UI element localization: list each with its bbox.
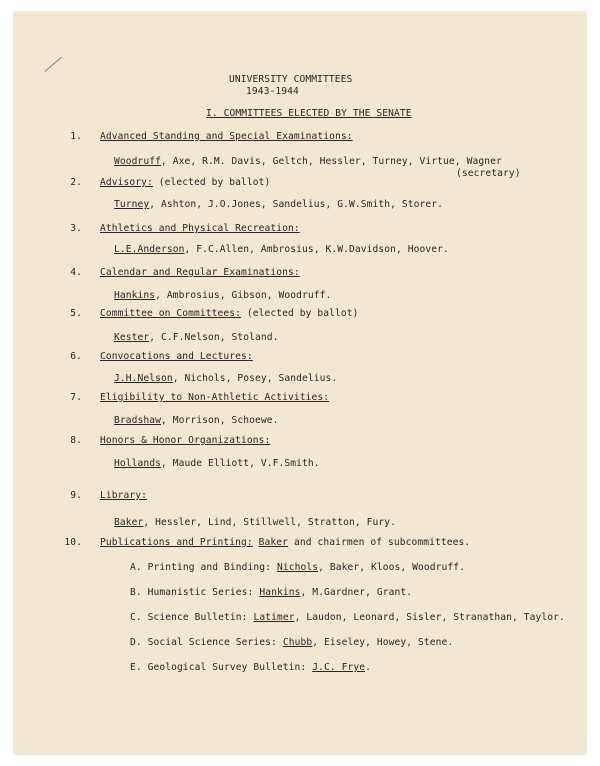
committee-name-line	[100, 131, 353, 142]
committee-member-list: , Morrison, Schoewe.	[161, 415, 279, 426]
committee-members	[114, 373, 337, 384]
committee-name-line	[100, 537, 470, 548]
section-heading: I. COMMITTEES ELECTED BY THE SENATE	[206, 108, 412, 119]
committee-members	[114, 458, 320, 469]
committee-name: Advisory:	[100, 177, 153, 188]
subcommittee-letter: B.	[130, 587, 142, 598]
committee-chair: Baker	[258, 537, 289, 548]
committee-number: 7.	[70, 392, 82, 403]
committee-members	[114, 199, 443, 210]
committee-member-list: , Maude Elliott, V.F.Smith.	[161, 458, 320, 469]
committee-number: 4.	[70, 267, 82, 278]
committee-members	[114, 332, 279, 343]
subcommittee-name: Humanistic Series:	[147, 587, 254, 598]
committee-note: and chairmen of subcommittees.	[288, 537, 471, 548]
committee-number: 9.	[70, 490, 82, 501]
committee-name-line	[100, 177, 270, 188]
document-body	[14, 12, 586, 754]
committee-member-list: .	[365, 662, 371, 673]
committee-member-list: , C.F.Nelson, Stoland.	[149, 332, 279, 343]
committee-chair: Chubb	[282, 637, 313, 648]
committee-number: 6.	[70, 351, 82, 362]
committee-name-line	[100, 490, 147, 501]
committee-name-line	[100, 435, 270, 446]
committee-chair: L.E.Anderson	[114, 244, 185, 255]
subcommittee-line	[130, 587, 412, 598]
committee-number: 8.	[70, 435, 82, 446]
committee-name: Committee on Committees:	[100, 308, 242, 319]
committee-chair: Hollands	[114, 458, 162, 469]
committee-chair: J.C. Frye	[312, 662, 366, 673]
committee-chair: J.H.Nelson	[114, 373, 173, 384]
committee-chair: Kester	[114, 332, 150, 343]
committee-name: Advanced Standing and Special Examinations:	[100, 131, 353, 142]
document-page	[14, 12, 586, 754]
committee-member-list: , Eiseley, Howey, Stene.	[312, 637, 454, 648]
committee-members	[114, 517, 396, 528]
subcommittee-line	[130, 612, 565, 623]
committee-number: 5.	[70, 308, 82, 319]
committee-chair: Baker	[114, 517, 144, 528]
committee-note: (elected by ballot)	[152, 177, 271, 188]
committee-members	[114, 156, 502, 167]
committee-chair: Nichols	[276, 562, 319, 573]
subcommittee-name: Social Science Series:	[147, 637, 277, 648]
committee-name: Library:	[100, 490, 148, 501]
committee-chair: Turney	[114, 199, 150, 210]
committee-member-list: , F.C.Allen, Ambrosius, K.W.Davidson, Hoover.	[184, 244, 449, 255]
committee-member-list: , Ashton, J.O.Jones, Sandelius, G.W.Smith, Storer.	[149, 199, 444, 210]
committee-member-list: , Hessler, Lind, Stillwell, Stratton, Fury.	[143, 517, 397, 528]
committee-number: 10.	[64, 537, 82, 548]
subcommittee-letter: D.	[130, 637, 142, 648]
committee-name: Publications and Printing:	[100, 537, 253, 548]
committee-name-line	[100, 223, 300, 234]
committee-member-list: , Ambrosius, Gibson, Woodruff.	[155, 290, 332, 301]
committee-chair: Bradshaw	[114, 415, 162, 426]
document-years: 1943-1944	[246, 86, 299, 97]
secretary-note: (secretary)	[456, 168, 521, 179]
committee-number: 1.	[70, 131, 82, 142]
committee-name-line	[100, 351, 253, 362]
committee-member-list: , Baker, Kloos, Woodruff.	[318, 562, 465, 573]
committee-name-line	[100, 392, 329, 403]
committee-member-list: , Laudon, Leonard, Sisler, Stranathan, Taylor.	[294, 612, 565, 623]
committee-chair: Woodruff	[114, 156, 162, 167]
subcommittee-line	[130, 637, 453, 648]
committee-members	[114, 244, 449, 255]
committee-member-list: , M.Gardner, Grant.	[300, 587, 413, 598]
committee-name-line	[100, 308, 359, 319]
subcommittee-line	[130, 662, 371, 673]
committee-chair: Latimer	[253, 612, 295, 623]
committee-name-line	[100, 267, 300, 278]
subcommittee-line	[130, 562, 465, 573]
committee-name: Athletics and Physical Recreation:	[100, 223, 300, 234]
subcommittee-letter: C.	[130, 612, 142, 623]
subcommittee-name: Science Bulletin:	[147, 612, 248, 623]
committee-name: Eligibility to Non-Athletic Activities:	[100, 392, 330, 403]
committee-member-list: , Nichols, Posey, Sandelius.	[172, 373, 338, 384]
committee-members	[114, 290, 331, 301]
committee-chair: Hankins	[114, 290, 156, 301]
committee-number: 3.	[70, 223, 82, 234]
subcommittee-name: Geological Survey Bulletin:	[147, 662, 307, 673]
committee-member-list: , Axe, R.M. Davis, Geltch, Hessler, Turney, Virtue, Wagner	[161, 156, 502, 167]
subcommittee-letter: A.	[130, 562, 142, 573]
subcommittee-letter: E.	[130, 662, 142, 673]
committee-name: Honors & Honor Organizations:	[100, 435, 271, 446]
committee-chair: Hankins	[259, 587, 301, 598]
committee-members	[114, 415, 279, 426]
committee-note: (elected by ballot)	[241, 308, 359, 319]
committee-name: Convocations and Lectures:	[100, 351, 253, 362]
committee-name: Calendar and Regular Examinations:	[100, 267, 300, 278]
committee-number: 2.	[70, 177, 82, 188]
document-title: UNIVERSITY COMMITTEES	[229, 74, 353, 85]
subcommittee-name: Printing and Binding:	[147, 562, 272, 573]
